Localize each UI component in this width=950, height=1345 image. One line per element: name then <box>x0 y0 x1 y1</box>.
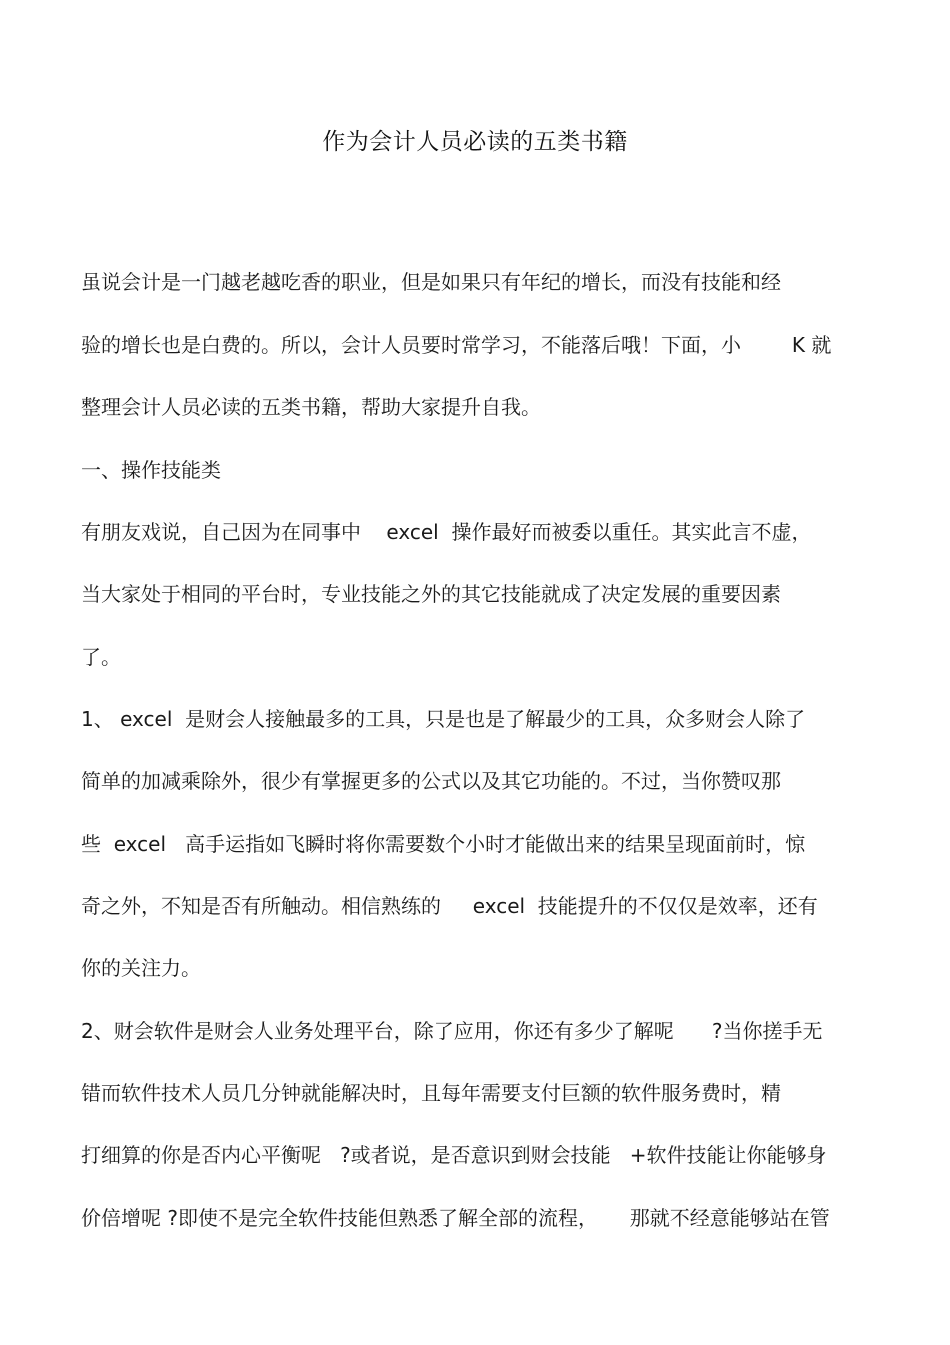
paragraph-line: 2、财会软件是财会人业务处理平台，除了应用，你还有多少了解呢 ?当你搓手无 <box>81 1019 823 1043</box>
paragraph-line: 整理会计人员必读的五类书籍，帮助大家提升自我。 <box>81 395 541 419</box>
paragraph-line: 奇之外，不知是否有所触动。相信熟练的 excel 技能提升的不仅仅是效率，还有 <box>81 894 818 918</box>
paragraph-line: 错而软件技术人员几分钟就能解决时，且每年需要支付巨额的软件服务费时，精 <box>81 1081 781 1105</box>
paragraph-line: 打细算的你是否内心平衡呢 ?或者说，是否意识到财会技能 +软件技能让你能够身 <box>81 1143 827 1167</box>
paragraph-line: 1、 excel 是财会人接触最多的工具，只是也是了解最少的工具，众多财会人除了 <box>81 707 806 731</box>
paragraph-line: 有朋友戏说，自己因为在同事中 excel 操作最好而被委以重任。其实此言不虚， <box>81 520 812 544</box>
paragraph-line: 价倍增呢 ?即使不是完全软件技能但熟悉了解全部的流程， 那就不经意能够站在管 <box>81 1206 830 1230</box>
paragraph-line: 当大家处于相同的平台时，专业技能之外的其它技能就成了决定发展的重要因素 <box>81 582 781 606</box>
paragraph-line: 了。 <box>81 645 121 669</box>
document-title: 作为会计人员必读的五类书籍 <box>322 129 628 155</box>
paragraph-line: 些 excel 高手运指如飞瞬时将你需要数个小时才能做出来的结果呈现面前时，惊 <box>81 832 806 856</box>
section-heading: 一、操作技能类 <box>81 458 221 482</box>
paragraph-line: 你的关注力。 <box>81 956 201 980</box>
paragraph-line: 简单的加减乘除外，很少有掌握更多的公式以及其它功能的。不过，当你赞叹那 <box>81 769 781 793</box>
paragraph-line: 虽说会计是一门越老越吃香的职业，但是如果只有年纪的增长，而没有技能和经 <box>81 270 781 294</box>
paragraph-line: 验的增长也是白费的。所以，会计人员要时常学习，不能落后哦！下面，小 K 就 <box>81 333 832 357</box>
